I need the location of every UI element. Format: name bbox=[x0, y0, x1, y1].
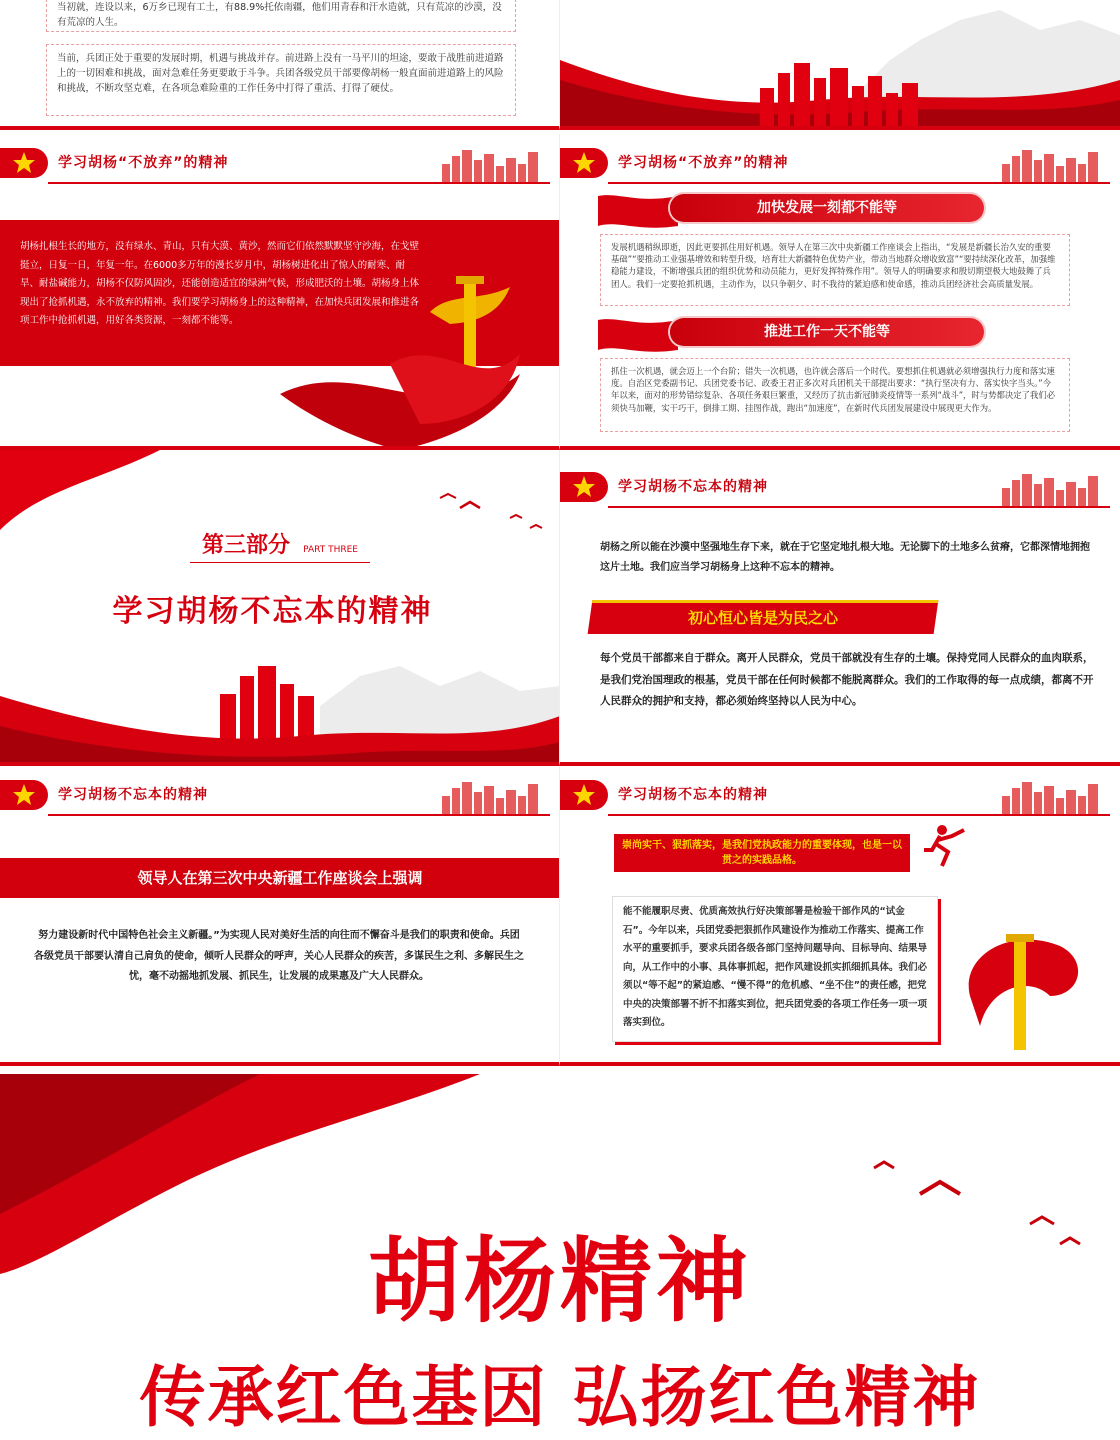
closing-slide bbox=[0, 1074, 1120, 1440]
running-figure-icon bbox=[920, 824, 970, 870]
part-number: 第三部分 bbox=[202, 533, 291, 558]
star-badge bbox=[560, 148, 608, 178]
star-badge bbox=[560, 472, 608, 502]
slide-4-pill-2: 推进工作一天不能等 bbox=[670, 318, 984, 346]
slide-3-header bbox=[0, 134, 560, 186]
slide-7-header bbox=[0, 766, 560, 818]
slide-4-box-1: 发展机遇稍纵即逝，因此更要抓住用好机遇。领导人在第三次中央新疆工作座谈会上指出，“发展是新疆长治久安的重要基础”“要推动工业强基增效和转型升级，培育壮大新疆特色优势产业，带动当地群众增收致富”“要持续深化改革，加强维稳能力建设，不断增强兵团的组织优势和动员能力，更好发挥特殊作用”。领导人的明确要求和殷切期望极大地鼓舞了兵团人。我们一定要抢抓机遇，主动作为，以只争朝夕、时不我待的紧迫感和使命感，推动兵团经济社会高质量发展。 bbox=[600, 234, 1070, 306]
slide-1 bbox=[0, 0, 560, 130]
city-skyline-icon bbox=[998, 146, 1108, 182]
star-icon bbox=[572, 151, 596, 175]
slide-7-banner: 领导人在第三次中央新疆工作座谈会上强调 bbox=[0, 858, 560, 898]
city-wave-scene bbox=[0, 646, 560, 766]
slide-8-banner: 崇尚实干、狠抓落实，是我们党执政能力的重要体现，也是一以贯之的实践品格。 bbox=[614, 834, 910, 872]
slide-6-body: 每个党员干部都来自于群众。离开人民群众，党员干部就没有生存的土壤。保持党同人民群众的血肉联系，是我们党治国理政的根基，党员干部在任何时候都不能脱离群众。我们的工作取得的每一点成绩，都离不开人民群众的拥护和支持，都必须始终坚持以人民为中心。 bbox=[600, 652, 1094, 708]
slide-1-top-text: 当初就，连设以来，6万乡已现有工土，有88.9%托依南疆，他们用青春和汗水造就，只有荒凉的沙漠，没有荒凉的人生。 bbox=[57, 2, 502, 29]
slide-3-title: 学习胡杨“不放弃”的精神 bbox=[58, 155, 229, 171]
red-flag-icon bbox=[598, 316, 678, 356]
header-divider bbox=[48, 814, 550, 816]
slide-6-header bbox=[560, 458, 1120, 510]
closing-subtitle: 传承红色基因 弘扬红色精神 bbox=[139, 1359, 981, 1436]
header-divider bbox=[608, 506, 1110, 508]
star-icon bbox=[572, 783, 596, 807]
star-icon bbox=[12, 151, 36, 175]
slide-3 bbox=[0, 134, 560, 450]
star-badge bbox=[0, 148, 48, 178]
slide-7-title: 学习胡杨不忘本的精神 bbox=[58, 787, 208, 803]
part-label-row bbox=[0, 528, 560, 559]
part-divider bbox=[190, 562, 370, 563]
slide-6-banner: 初心恒心皆是为民之心 bbox=[687, 609, 838, 627]
slide-5 bbox=[0, 450, 560, 766]
slide-1-body-text: 当前，兵团正处于重要的发展时期，机遇与挑战并存。前进路上没有一马平川的坦途，要敢于战胜前进道路上的一切困难和挑战，面对急难任务更要敢于斗争。兵团各级党员干部要像胡杨一般直面前进道路上的风险和挑战，不断攻坚克难，在各项急难险重的工作任务中打得了重活、打得了硬仗。 bbox=[57, 53, 504, 95]
star-icon bbox=[12, 783, 36, 807]
slide-6 bbox=[560, 450, 1120, 766]
slide-8-title: 学习胡杨不忘本的精神 bbox=[618, 787, 768, 803]
red-flag-icon bbox=[598, 192, 678, 232]
part-number-en: PART THREE bbox=[303, 545, 358, 555]
slide-4-header bbox=[560, 134, 1120, 186]
slide-4 bbox=[560, 134, 1120, 450]
header-divider bbox=[48, 182, 550, 184]
slide-1-body-box bbox=[46, 44, 516, 116]
star-badge bbox=[560, 780, 608, 810]
closing-title: 胡杨精神 bbox=[367, 1228, 752, 1335]
red-ribbon-icon bbox=[280, 334, 560, 450]
star-icon bbox=[572, 475, 596, 499]
header-divider bbox=[608, 814, 1110, 816]
slide-4-pill-1: 加快发展一刻都不能等 bbox=[670, 194, 984, 222]
header-divider bbox=[608, 182, 1110, 184]
slide-8 bbox=[560, 766, 1120, 1066]
slide-1-top-box bbox=[46, 0, 516, 32]
city-skyline-icon bbox=[998, 778, 1108, 814]
slide-3-body-text: 胡杨扎根生长的地方，没有绿水、青山，只有大漠、黄沙，然而它们依然默默坚守沙海，在戈壁挺立，日复一日，年复一年。在6000多万年的漫长岁月中，胡杨树进化出了惊人的耐寒、耐旱、耐盐碱能力，胡杨不仅防风固沙，还能创造适宜的绿洲气候，形成肥沃的土壤。胡杨身上体现出了抢抓机遇，永不放弃的精神。我们要学习胡杨身上的这种精神，在加快兵团发展和推进各项工作中抢抓机遇，用好各类资源，一刻都不能等。 bbox=[20, 241, 420, 327]
slide-8-header bbox=[560, 766, 1120, 818]
city-skyline-icon bbox=[750, 48, 950, 128]
slide-4-box-2: 抓住一次机遇，就会迈上一个台阶；错失一次机遇，也许就会落后一个时代。要想抓住机遇就必须增强执行力度和落实速度。自治区党委副书记、兵团党委书记、政委王君正多次对兵团机关干部提出要求：“执行坚决有力、落实快字当头。”今年以来，面对的形势错综复杂、各项任务艰巨繁重，又经历了抗击新冠肺炎疫情等一系列“战斗”，时与势都决定了我们必须快马加鞭，实干巧干，倒排工期、挂图作战，跑出“加速度”，在新时代兵团发展建设中展现更大作为。 bbox=[600, 358, 1070, 432]
huabiao-pillar-icon bbox=[950, 916, 1110, 1056]
slide-2 bbox=[560, 0, 1120, 130]
city-skyline-icon bbox=[998, 470, 1108, 506]
slide-6-title: 学习胡杨不忘本的精神 bbox=[618, 479, 768, 495]
slide-8-body: 能不能履职尽责、优质高效执行好决策部署是检验干部作风的“试金石”。今年以来，兵团党委把狠抓作风建设作为推动工作落实、提高工作水平的重要抓手，要求兵团各级各部门坚持问题导向、目标导向、结果导向，从工作中的小事、具体事抓起，把作风建设抓实抓细抓具体。我们必须以“等不起”的紧迫感、“慢不得”的危机感、“坐不住”的责任感，把党中央的决策部署不折不扣落实到位，把兵团党委的各项工作任务一项一项落实到位。 bbox=[612, 896, 938, 1042]
slide-7 bbox=[0, 766, 560, 1066]
section-title: 学习胡杨不忘本的精神 bbox=[112, 594, 433, 629]
city-skyline-icon bbox=[438, 778, 548, 814]
city-skyline-icon bbox=[438, 146, 548, 182]
slide-6-intro: 胡杨之所以能在沙漠中坚强地生存下来，就在于它坚定地扎根大地。无论脚下的土地多么贫瘠，它都深情地拥抱这片土地。我们应当学习胡杨身上这种不忘本的精神。 bbox=[600, 542, 1090, 573]
slide-4-title: 学习胡杨“不放弃”的精神 bbox=[618, 155, 789, 171]
star-badge bbox=[0, 780, 48, 810]
slide-7-body: 努力建设新时代中国特色社会主义新疆。”为实现人民对美好生活的向往而不懈奋斗是我们的职责和使命。兵团各级党员干部要认清自己肩负的使命，倾听人民群众的呼声，关心人民群众的疾苦，多谋民生之利、多解民生之忧，毫不动摇地抓发展、抓民生，让发展的成果惠及广大人民群众。 bbox=[34, 930, 524, 982]
